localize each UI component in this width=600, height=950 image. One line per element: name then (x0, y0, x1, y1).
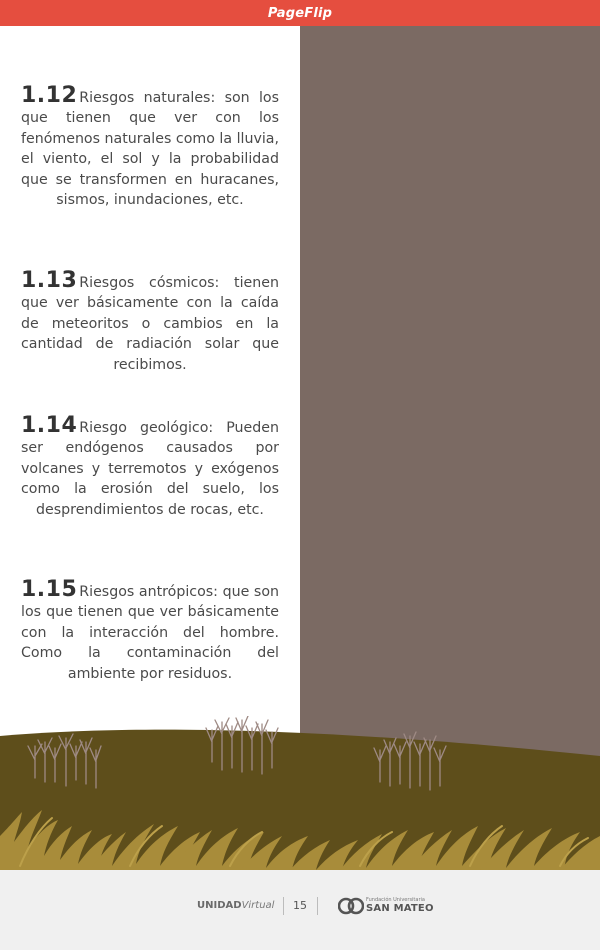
list-item (21, 577, 279, 684)
item-number: 1.14 (21, 413, 78, 438)
item-number: 1.12 (21, 83, 78, 108)
pageflip-brand[interactable]: PageFlip (267, 5, 333, 21)
footer (0, 870, 600, 950)
item-text: Riesgos cósmicos: tienen que ver básicamente con la caída de meteoritos o cambios en la cantidad de radiación solar que recibimos. (21, 275, 279, 373)
item-text: Riesgos antrópicos: que son los que tienen que ver básicamente con la interacción del hombre. Como la contaminación del ambiente por residuos. (21, 584, 279, 682)
list-item (21, 268, 279, 375)
landscape-illustration (0, 716, 600, 870)
item-number: 1.15 (21, 577, 78, 602)
list-item (21, 413, 279, 520)
san-mateo-logo-icon (338, 895, 364, 917)
book-page (0, 26, 600, 870)
item-number: 1.13 (21, 268, 78, 293)
foundation-label: Fundación Universitaria (366, 897, 425, 903)
institution-name: SAN MATEO (366, 903, 434, 914)
footer-divider (317, 897, 318, 915)
item-text: Riesgo geológico: Pueden ser endógenos causados por volcanes y terremotos y exógenos como la erosión del suelo, los desprendimientos de rocas, etc. (21, 420, 279, 518)
unidad-virtual-logo: UNIDADVirtual (197, 900, 275, 911)
page-number: 15 (293, 899, 307, 912)
top-bar (0, 0, 600, 26)
item-text: Riesgos naturales: son los que tienen que ver con los fenómenos naturales como la lluvia, el viento, el sol y la probabilidad que se transformen en huracanes, sismos, inundaciones, etc. (21, 90, 279, 209)
list-item (21, 83, 279, 210)
